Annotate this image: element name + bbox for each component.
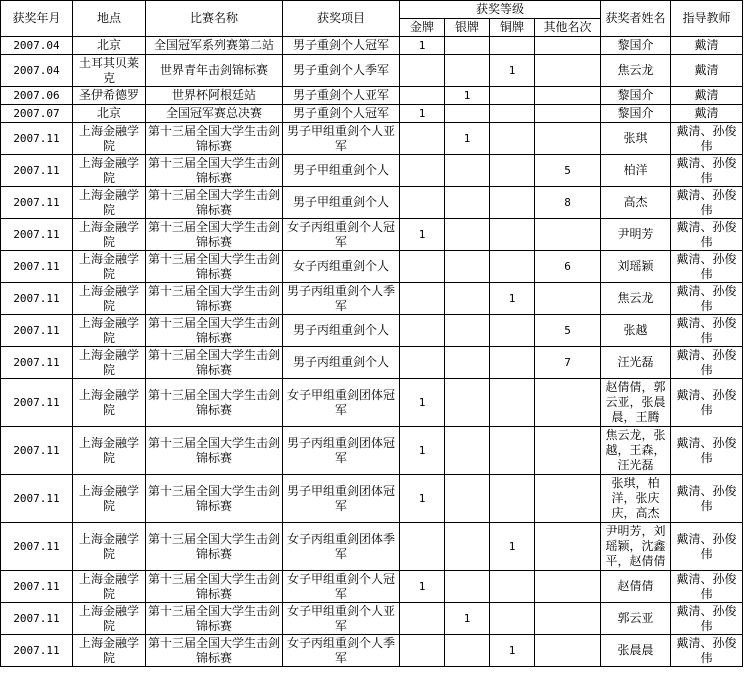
cell-date: 2007.11 [1, 123, 73, 155]
cell-competition: 第十三届全国大学生击剑锦标赛 [146, 123, 283, 155]
cell-other [535, 219, 601, 251]
cell-gold [400, 347, 445, 379]
cell-coach: 戴清、孙俊伟 [671, 475, 743, 523]
cell-coach: 戴清 [671, 55, 743, 87]
header-event: 获奖项目 [283, 1, 400, 37]
cell-place: 上海金融学院 [73, 347, 146, 379]
cell-place: 上海金融学院 [73, 475, 146, 523]
header-silver: 银牌 [445, 19, 490, 37]
table-row [1, 105, 743, 123]
cell-other [535, 523, 601, 571]
table-row [1, 251, 743, 283]
table-row [1, 603, 743, 635]
cell-date: 2007.07 [1, 105, 73, 123]
cell-event: 男子丙组重剑个人 [283, 347, 400, 379]
cell-place: 上海金融学院 [73, 155, 146, 187]
cell-other [535, 55, 601, 87]
cell-event: 男子丙组重剑个人 [283, 315, 400, 347]
cell-competition: 世界杯阿根廷站 [146, 87, 283, 105]
cell-date: 2007.11 [1, 523, 73, 571]
cell-event: 女子丙组重剑个人季军 [283, 635, 400, 667]
table-row [1, 523, 743, 571]
cell-other [535, 475, 601, 523]
cell-winner: 尹明芳，刘瑶颖，沈鑫平，赵倩倩 [601, 523, 671, 571]
cell-competition: 第十三届全国大学生击剑锦标赛 [146, 603, 283, 635]
cell-other [535, 123, 601, 155]
cell-gold [400, 123, 445, 155]
cell-gold: 1 [400, 427, 445, 475]
cell-date: 2007.11 [1, 187, 73, 219]
cell-bronze: 1 [490, 635, 535, 667]
cell-date: 2007.11 [1, 635, 73, 667]
cell-event: 男子甲组重剑团体冠军 [283, 475, 400, 523]
cell-winner: 黎国介 [601, 105, 671, 123]
cell-other [535, 571, 601, 603]
cell-winner: 赵倩倩，郭云亚，张晨晨，王腾 [601, 379, 671, 427]
cell-bronze: 1 [490, 55, 535, 87]
cell-date: 2007.11 [1, 219, 73, 251]
cell-winner: 黎国介 [601, 37, 671, 55]
cell-other [535, 603, 601, 635]
cell-silver [445, 379, 490, 427]
header-bronze: 铜牌 [490, 19, 535, 37]
cell-place: 圣伊希德罗 [73, 87, 146, 105]
cell-date: 2007.11 [1, 315, 73, 347]
table-row [1, 283, 743, 315]
table-row [1, 475, 743, 523]
cell-gold: 1 [400, 571, 445, 603]
cell-coach: 戴清 [671, 87, 743, 105]
cell-place: 上海金融学院 [73, 603, 146, 635]
cell-competition: 第十三届全国大学生击剑锦标赛 [146, 427, 283, 475]
cell-silver [445, 427, 490, 475]
cell-other [535, 635, 601, 667]
table-body [1, 37, 743, 667]
cell-event: 女子甲组重剑个人冠军 [283, 571, 400, 603]
cell-silver [445, 475, 490, 523]
cell-competition: 全国冠军赛总决赛 [146, 105, 283, 123]
cell-silver [445, 37, 490, 55]
cell-competition: 第十三届全国大学生击剑锦标赛 [146, 251, 283, 283]
cell-bronze [490, 603, 535, 635]
cell-winner: 柏洋 [601, 155, 671, 187]
table-row [1, 55, 743, 87]
cell-place: 上海金融学院 [73, 379, 146, 427]
header-winner: 获奖者姓名 [601, 1, 671, 37]
cell-date: 2007.04 [1, 37, 73, 55]
cell-silver [445, 55, 490, 87]
cell-gold [400, 87, 445, 105]
table-row [1, 315, 743, 347]
header-date: 获奖年月 [1, 1, 73, 37]
cell-silver [445, 219, 490, 251]
cell-gold [400, 283, 445, 315]
cell-other: 5 [535, 155, 601, 187]
table-row [1, 379, 743, 427]
cell-bronze [490, 475, 535, 523]
cell-coach: 戴清、孙俊伟 [671, 427, 743, 475]
cell-winner: 张晨晨 [601, 635, 671, 667]
cell-competition: 第十三届全国大学生击剑锦标赛 [146, 379, 283, 427]
cell-other [535, 427, 601, 475]
cell-date: 2007.11 [1, 251, 73, 283]
cell-other [535, 379, 601, 427]
cell-silver: 1 [445, 123, 490, 155]
cell-competition: 第十三届全国大学生击剑锦标赛 [146, 283, 283, 315]
cell-winner: 赵倩倩 [601, 571, 671, 603]
table-row [1, 635, 743, 667]
cell-winner: 焦云龙 [601, 283, 671, 315]
cell-bronze: 1 [490, 283, 535, 315]
cell-silver [445, 283, 490, 315]
cell-silver: 1 [445, 87, 490, 105]
cell-gold: 1 [400, 475, 445, 523]
header-competition: 比赛名称 [146, 1, 283, 37]
table-row [1, 427, 743, 475]
cell-other [535, 105, 601, 123]
cell-bronze [490, 315, 535, 347]
cell-gold: 1 [400, 219, 445, 251]
cell-winner: 焦云龙 [601, 55, 671, 87]
cell-bronze [490, 87, 535, 105]
cell-other: 5 [535, 315, 601, 347]
cell-bronze [490, 187, 535, 219]
cell-winner: 张琪 [601, 123, 671, 155]
header-coach: 指导教师 [671, 1, 743, 37]
table-row [1, 187, 743, 219]
cell-competition: 第十三届全国大学生击剑锦标赛 [146, 155, 283, 187]
cell-event: 男子丙组重剑个人季军 [283, 283, 400, 315]
cell-place: 上海金融学院 [73, 219, 146, 251]
header-place: 地点 [73, 1, 146, 37]
cell-silver [445, 315, 490, 347]
cell-silver [445, 251, 490, 283]
cell-silver [445, 187, 490, 219]
cell-competition: 世界青年击剑锦标赛 [146, 55, 283, 87]
cell-bronze [490, 347, 535, 379]
cell-coach: 戴清、孙俊伟 [671, 379, 743, 427]
table-row [1, 37, 743, 55]
cell-event: 女子丙组重剑个人 [283, 251, 400, 283]
cell-place: 上海金融学院 [73, 251, 146, 283]
cell-place: 上海金融学院 [73, 427, 146, 475]
cell-silver [445, 105, 490, 123]
cell-bronze: 1 [490, 523, 535, 571]
cell-silver [445, 523, 490, 571]
cell-date: 2007.11 [1, 283, 73, 315]
header-gold: 金牌 [400, 19, 445, 37]
table-row [1, 155, 743, 187]
cell-coach: 戴清、孙俊伟 [671, 283, 743, 315]
cell-gold: 1 [400, 379, 445, 427]
cell-event: 男子甲组重剑个人亚军 [283, 123, 400, 155]
cell-winner: 尹明芳 [601, 219, 671, 251]
cell-bronze [490, 379, 535, 427]
cell-event: 男子重剑个人冠军 [283, 105, 400, 123]
cell-competition: 全国冠军系列赛第二站 [146, 37, 283, 55]
cell-place: 北京 [73, 37, 146, 55]
cell-coach: 戴清 [671, 105, 743, 123]
cell-event: 男子重剑个人亚军 [283, 87, 400, 105]
cell-date: 2007.11 [1, 603, 73, 635]
cell-gold [400, 55, 445, 87]
cell-date: 2007.11 [1, 155, 73, 187]
cell-gold [400, 155, 445, 187]
cell-winner: 郭云亚 [601, 603, 671, 635]
cell-other: 8 [535, 187, 601, 219]
cell-gold [400, 523, 445, 571]
cell-bronze [490, 37, 535, 55]
cell-gold: 1 [400, 37, 445, 55]
cell-coach: 戴清、孙俊伟 [671, 315, 743, 347]
cell-winner: 张琪，柏洋，张庆庆，高杰 [601, 475, 671, 523]
cell-other: 7 [535, 347, 601, 379]
table-row [1, 347, 743, 379]
table-row [1, 219, 743, 251]
cell-gold [400, 187, 445, 219]
cell-other [535, 283, 601, 315]
cell-place: 北京 [73, 105, 146, 123]
cell-silver [445, 635, 490, 667]
cell-silver [445, 347, 490, 379]
cell-place: 上海金融学院 [73, 187, 146, 219]
cell-winner: 张越 [601, 315, 671, 347]
cell-event: 女子丙组重剑个人冠军 [283, 219, 400, 251]
table-row [1, 571, 743, 603]
cell-place: 土耳其贝莱克 [73, 55, 146, 87]
cell-date: 2007.11 [1, 347, 73, 379]
cell-gold [400, 251, 445, 283]
cell-event: 女子甲组重剑个人亚军 [283, 603, 400, 635]
cell-date: 2007.11 [1, 475, 73, 523]
cell-event: 男子甲组重剑个人 [283, 187, 400, 219]
cell-place: 上海金融学院 [73, 283, 146, 315]
cell-silver [445, 155, 490, 187]
cell-date: 2007.11 [1, 571, 73, 603]
cell-other [535, 87, 601, 105]
cell-event: 男子丙组重剑团体冠军 [283, 427, 400, 475]
cell-bronze [490, 155, 535, 187]
cell-competition: 第十三届全国大学生击剑锦标赛 [146, 523, 283, 571]
header-other: 其他名次 [535, 19, 601, 37]
cell-bronze [490, 219, 535, 251]
table-row [1, 123, 743, 155]
cell-event: 男子甲组重剑个人 [283, 155, 400, 187]
cell-coach: 戴清、孙俊伟 [671, 347, 743, 379]
cell-competition: 第十三届全国大学生击剑锦标赛 [146, 315, 283, 347]
cell-winner: 黎国介 [601, 87, 671, 105]
header-row-1 [1, 1, 743, 19]
cell-place: 上海金融学院 [73, 635, 146, 667]
cell-coach: 戴清、孙俊伟 [671, 219, 743, 251]
cell-date: 2007.11 [1, 427, 73, 475]
cell-competition: 第十三届全国大学生击剑锦标赛 [146, 219, 283, 251]
cell-gold [400, 603, 445, 635]
cell-place: 上海金融学院 [73, 315, 146, 347]
table-row [1, 87, 743, 105]
cell-coach: 戴清、孙俊伟 [671, 155, 743, 187]
cell-date: 2007.04 [1, 55, 73, 87]
cell-winner: 刘瑶颖 [601, 251, 671, 283]
cell-coach: 戴清、孙俊伟 [671, 635, 743, 667]
cell-competition: 第十三届全国大学生击剑锦标赛 [146, 635, 283, 667]
cell-bronze [490, 571, 535, 603]
cell-winner: 焦云龙，张越，王森，汪光磊 [601, 427, 671, 475]
cell-gold [400, 315, 445, 347]
cell-silver: 1 [445, 603, 490, 635]
cell-bronze [490, 251, 535, 283]
cell-coach: 戴清、孙俊伟 [671, 603, 743, 635]
cell-coach: 戴清、孙俊伟 [671, 123, 743, 155]
cell-event: 女子甲组重剑团体冠军 [283, 379, 400, 427]
cell-coach: 戴清、孙俊伟 [671, 571, 743, 603]
cell-event: 男子重剑个人冠军 [283, 37, 400, 55]
cell-coach: 戴清、孙俊伟 [671, 251, 743, 283]
cell-date: 2007.06 [1, 87, 73, 105]
cell-winner: 汪光磊 [601, 347, 671, 379]
cell-bronze [490, 427, 535, 475]
cell-place: 上海金融学院 [73, 123, 146, 155]
cell-competition: 第十三届全国大学生击剑锦标赛 [146, 571, 283, 603]
cell-other: 6 [535, 251, 601, 283]
cell-other [535, 37, 601, 55]
cell-event: 女子丙组重剑团体季军 [283, 523, 400, 571]
cell-gold: 1 [400, 105, 445, 123]
cell-event: 男子重剑个人季军 [283, 55, 400, 87]
cell-bronze [490, 123, 535, 155]
cell-bronze [490, 105, 535, 123]
cell-coach: 戴清 [671, 37, 743, 55]
cell-place: 上海金融学院 [73, 571, 146, 603]
cell-gold [400, 635, 445, 667]
cell-winner: 高杰 [601, 187, 671, 219]
cell-competition: 第十三届全国大学生击剑锦标赛 [146, 347, 283, 379]
cell-coach: 戴清、孙俊伟 [671, 187, 743, 219]
header-award-level: 获奖等级 [400, 1, 601, 19]
cell-competition: 第十三届全国大学生击剑锦标赛 [146, 475, 283, 523]
cell-competition: 第十三届全国大学生击剑锦标赛 [146, 187, 283, 219]
cell-coach: 戴清、孙俊伟 [671, 523, 743, 571]
cell-date: 2007.11 [1, 379, 73, 427]
cell-place: 上海金融学院 [73, 523, 146, 571]
cell-silver [445, 571, 490, 603]
